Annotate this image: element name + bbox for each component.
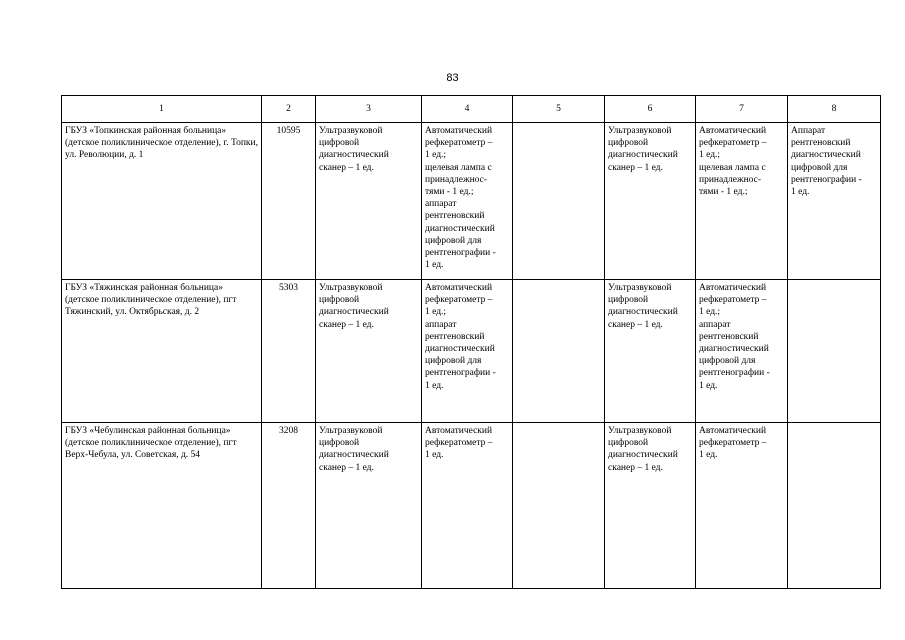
table-cell: Автоматический рефкератометр – 1 ед. bbox=[422, 423, 513, 589]
table-cell: Ультразвуковой цифровой диагностический сканер – 1 ед. bbox=[316, 280, 422, 423]
table-cell: Ультразвуковой цифровой диагностический сканер – 1 ед. bbox=[605, 280, 696, 423]
table-row bbox=[62, 123, 881, 280]
institution-cell: ГБУЗ «Чебулинская районная больница» (детское поликлиническое отделение), пгт Верх-Чебула, ул. Советская, д. 54 bbox=[62, 423, 262, 589]
page-number: 83 bbox=[446, 72, 459, 84]
table-header-row bbox=[62, 96, 881, 123]
table-cell: Ультразвуковой цифровой диагностический сканер – 1 ед. bbox=[605, 423, 696, 589]
table-cell: Автоматический рефкератометр – 1 ед.; аппарат рентгеновский диагностический цифровой для рентгенографии - 1 ед. bbox=[422, 280, 513, 423]
table-cell: Автоматический рефкератометр – 1 ед.; аппарат рентгеновский диагностический цифровой для рентгенографии - 1 ед. bbox=[696, 280, 788, 423]
table-cell: Автоматический рефкератометр – 1 ед.; щелевая лампа с принадлежнос- тями - 1 ед.; bbox=[696, 123, 788, 280]
column-header: 2 bbox=[262, 96, 316, 123]
table-cell: Ультразвуковой цифровой диагностический сканер – 1 ед. bbox=[316, 123, 422, 280]
table-cell bbox=[513, 280, 605, 423]
institution-cell: ГБУЗ «Топкинская районная больница» (детское поликлиническое отделение), г. Топки, ул. Революции, д. 1 bbox=[62, 123, 262, 280]
table-cell: Аппарат рентгеновский диагностический цифровой для рентгенографии - 1 ед. bbox=[788, 123, 881, 280]
table-row bbox=[62, 280, 881, 423]
table-cell: Ультразвуковой цифровой диагностический сканер – 1 ед. bbox=[605, 123, 696, 280]
table-cell bbox=[788, 423, 881, 589]
table-cell bbox=[513, 123, 605, 280]
column-header: 8 bbox=[788, 96, 881, 123]
table-row bbox=[62, 423, 881, 589]
table-cell: Ультразвуковой цифровой диагностический сканер – 1 ед. bbox=[316, 423, 422, 589]
column-header: 4 bbox=[422, 96, 513, 123]
column-header: 5 bbox=[513, 96, 605, 123]
table-cell: Автоматический рефкератометр – 1 ед. bbox=[696, 423, 788, 589]
count-cell: 3208 bbox=[262, 423, 316, 589]
table-cell: Автоматический рефкератометр – 1 ед.; щелевая лампа с принадлежнос- тями - 1 ед.; аппарат рентгеновский диагностический цифровой для рентгенографии - 1 ед. bbox=[422, 123, 513, 280]
column-header: 1 bbox=[62, 96, 262, 123]
institution-cell: ГБУЗ «Тяжинская районная больница» (детское поликлиническое отделение), пгт Тяжинский, ул. Октябрьская, д. 2 bbox=[62, 280, 262, 423]
equipment-table bbox=[61, 95, 881, 589]
table-cell bbox=[788, 280, 881, 423]
count-cell: 5303 bbox=[262, 280, 316, 423]
count-cell: 10595 bbox=[262, 123, 316, 280]
column-header: 6 bbox=[605, 96, 696, 123]
column-header: 3 bbox=[316, 96, 422, 123]
table-cell bbox=[513, 423, 605, 589]
column-header: 7 bbox=[696, 96, 788, 123]
